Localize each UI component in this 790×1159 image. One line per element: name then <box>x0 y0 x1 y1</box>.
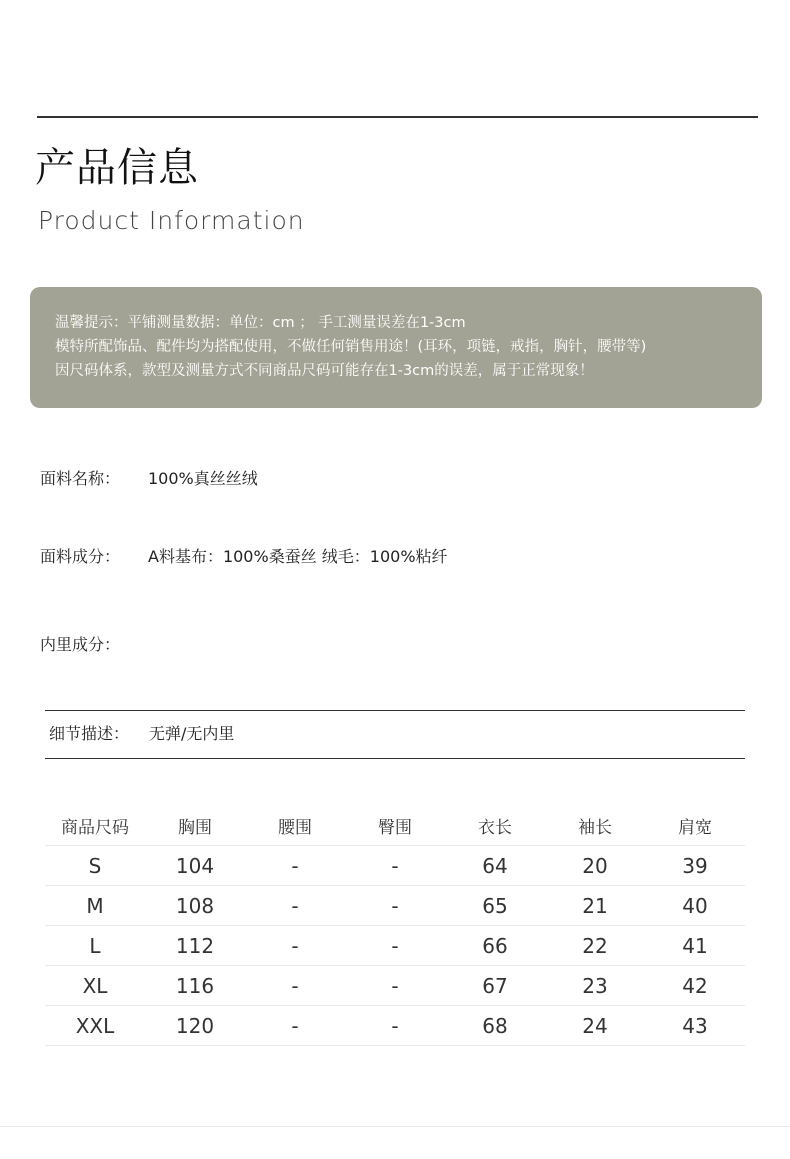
header-cell: 衣长 <box>445 805 545 846</box>
fabric-name-value: 100%真丝丝绒 <box>148 469 258 488</box>
table-cell: 23 <box>545 966 645 1006</box>
table-row <box>45 926 745 966</box>
header-cell: 胸围 <box>145 805 245 846</box>
table-header-row <box>45 805 745 846</box>
table-cell: - <box>345 1006 445 1046</box>
table-cell: 68 <box>445 1006 545 1046</box>
notice-line: 模特所配饰品、配件均为搭配使用，不做任何销售用途！(耳环，项链，戒指，胸针，腰带等) <box>55 339 647 355</box>
notice-line: 因尺码体系，款型及测量方式不同商品尺码可能存在1-3cm的误差，属于正常现象！ <box>55 363 594 379</box>
table-cell: L <box>45 926 145 966</box>
table-cell: 40 <box>645 886 745 926</box>
table-cell: - <box>245 926 345 966</box>
notice-line: 温馨提示：平铺测量数据：单位：cm ； 手工测量误差在1-3cm <box>55 315 466 331</box>
table-cell: XL <box>45 966 145 1006</box>
table-cell: M <box>45 886 145 926</box>
table-cell: 39 <box>645 846 745 886</box>
header-cell: 袖长 <box>545 805 645 846</box>
header-cell: 腰围 <box>245 805 345 846</box>
table-cell: - <box>245 966 345 1006</box>
header-cell: 肩宽 <box>645 805 745 846</box>
fabric-composition-row <box>40 545 448 569</box>
table-cell: - <box>345 886 445 926</box>
table-cell: 116 <box>145 966 245 1006</box>
table-cell: S <box>45 846 145 886</box>
fabric-name-row <box>40 467 258 491</box>
table-row <box>45 966 745 1006</box>
table-cell: 67 <box>445 966 545 1006</box>
table-cell: 65 <box>445 886 545 926</box>
table-cell: 20 <box>545 846 645 886</box>
table-cell: XXL <box>45 1006 145 1046</box>
table-cell: 108 <box>145 886 245 926</box>
table-cell: 21 <box>545 886 645 926</box>
table-cell: 24 <box>545 1006 645 1046</box>
details-box <box>45 710 745 759</box>
table-cell: 64 <box>445 846 545 886</box>
header-cell: 臀围 <box>345 805 445 846</box>
table-cell: 112 <box>145 926 245 966</box>
details-value: 无弹/无内里 <box>149 724 235 743</box>
table-cell: 43 <box>645 1006 745 1046</box>
table-cell: - <box>345 846 445 886</box>
table-cell: 41 <box>645 926 745 966</box>
table-row <box>45 846 745 886</box>
table-cell: - <box>345 926 445 966</box>
header-cell: 商品尺码 <box>45 805 145 846</box>
fabric-composition-value: A料基布：100%桑蚕丝 绒毛：100%粘纤 <box>148 547 448 566</box>
lining-composition-row <box>40 633 148 657</box>
table-cell: 120 <box>145 1006 245 1046</box>
table-cell: - <box>245 886 345 926</box>
table-cell: - <box>345 966 445 1006</box>
table-cell: - <box>245 1006 345 1046</box>
table-row <box>45 886 745 926</box>
page-title: 产品信息 <box>35 145 199 191</box>
lining-composition-label: 内里成分： <box>40 635 121 654</box>
top-divider <box>37 116 758 118</box>
details-row <box>49 722 234 746</box>
bottom-divider <box>0 1126 790 1127</box>
table-cell: 104 <box>145 846 245 886</box>
details-label: 细节描述： <box>49 724 130 743</box>
table-row <box>45 1006 745 1046</box>
table-cell: 22 <box>545 926 645 966</box>
table-cell: 66 <box>445 926 545 966</box>
page-subtitle: Product Information <box>38 206 305 235</box>
fabric-name-label: 面料名称： <box>40 469 121 488</box>
fabric-composition-label: 面料成分： <box>40 547 121 566</box>
table-cell: - <box>245 846 345 886</box>
size-table <box>45 805 745 1046</box>
notice-box <box>30 287 762 408</box>
table-cell: 42 <box>645 966 745 1006</box>
